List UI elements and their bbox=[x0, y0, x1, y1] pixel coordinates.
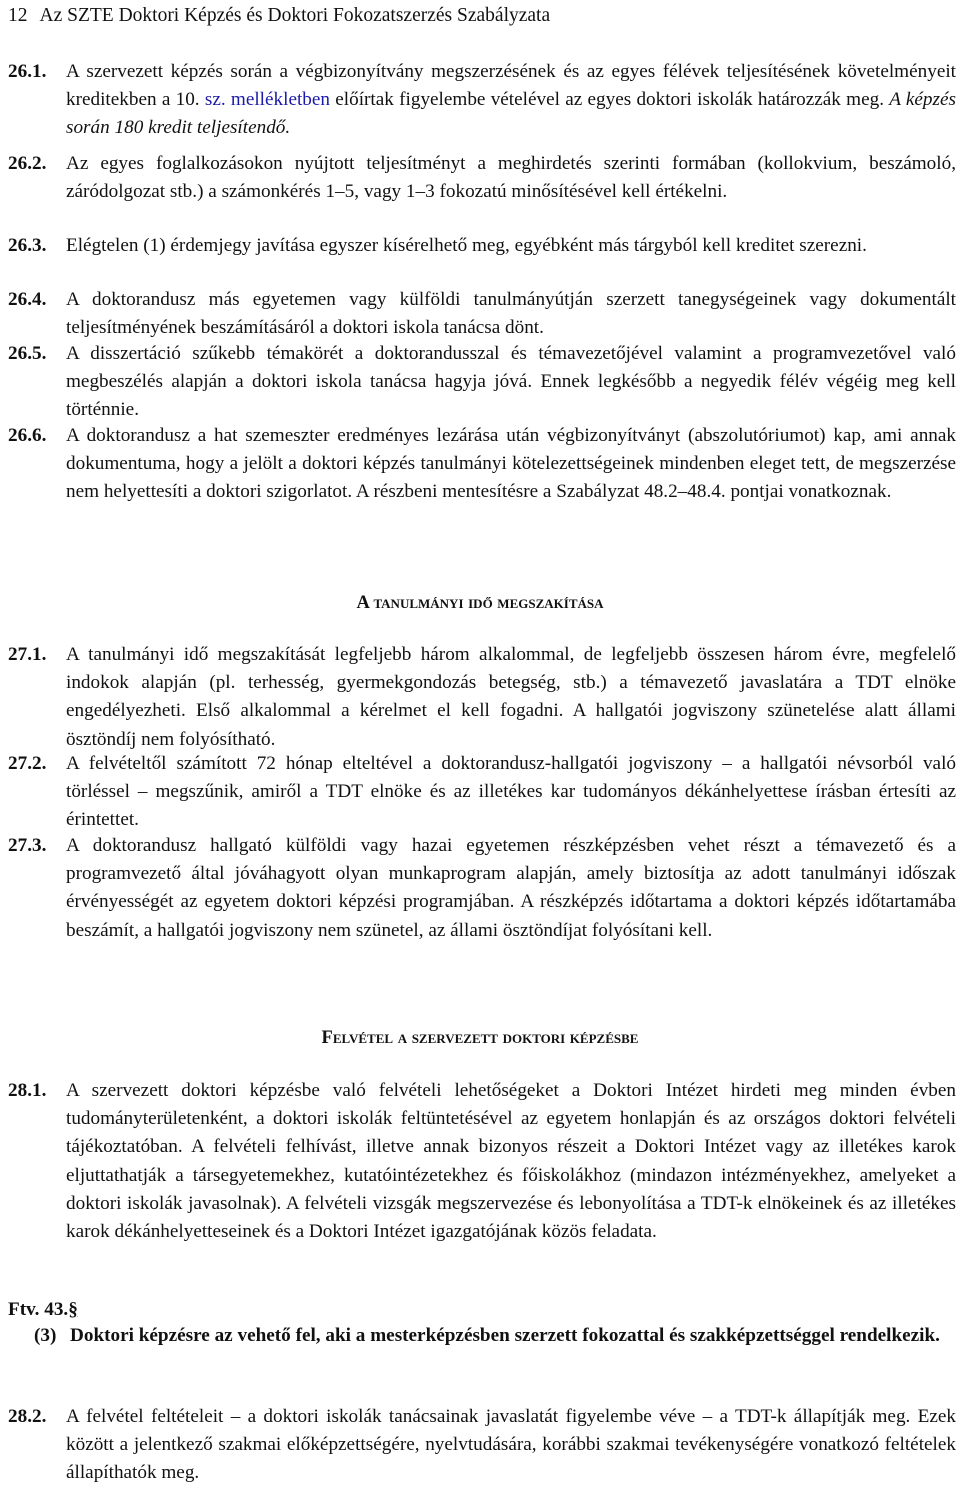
text-segment: A szervezett képzés során a végbizonyítvány megszerzésének és az egyes félévek teljesítésének követelményeit kreditekben a 10. bbox=[66, 61, 956, 111]
paragraph-number: 27.2. bbox=[8, 753, 47, 774]
paragraph-number: 26.3. bbox=[8, 235, 47, 256]
section-heading-admission: Felvétel a szervezett doktori képzésbe bbox=[321, 1028, 639, 1048]
paragraph-26-6 bbox=[8, 422, 956, 507]
clause-text: Doktori képzésre az vehető fel, aki a mesterképzésben szerzett fokozattal és szakképzettséggel rendelkezik. bbox=[70, 1325, 940, 1346]
section-heading-interruption: A tanulmányi idő megszakítása bbox=[356, 593, 604, 613]
paragraph-text: A doktorandusz a hat szemeszter eredményes lezárása után végbizonyítványt (abszolutóriumot) kap, ami annak dokumentuma, hogy a jelölt a doktori képzés tanulmányi kötelezettségeinek mindenben eleget tett, de megszerzése nem helyettesíti a doktori szigorlatot. A részbeni mentesítésre a Szabályzat 48.2–48.4. pontjai vonatkoznak. bbox=[66, 425, 956, 503]
credit-requirement: A képzés során 180 kredit teljesítendő. bbox=[66, 89, 956, 139]
paragraph-26-3 bbox=[8, 232, 956, 260]
clause-number: (3) bbox=[34, 1325, 57, 1346]
paragraph-text: A felvétel feltételeit – a doktori iskolák tanácsainak javaslatát figyelembe véve – a TDT-k állapítják meg. Ezek között a jelentkező szakmai előképzettségére, nyelvtudására, korábbi szakmai tevékenységére vonatkozó feltételek állapíthatók meg. bbox=[66, 1406, 956, 1484]
paragraph-text: A felvételtől számított 72 hónap elteltével a doktorandusz-hallgatói jogviszony – a hallgatói névsorból való törléssel – megszűnik, amiről a TDT elnöke és az illetékes kar tudományos dékánhelyettese írásban értesíti az érintettet. bbox=[66, 753, 956, 831]
paragraph-text: A tanulmányi idő megszakítását legfeljebb három alkalommal, de legfeljebb összesen három évre, megfelelő indokok alapján (pl. terhesség, gyermekgondozás betegség, stb.) a témavezető javaslatára a TDT elnöke engedélyezheti. Első alkalommal a kérelmet el kell fogadni. A hallgatói jogviszony szünetelése alatt állami ösztöndíj nem folyósítható. bbox=[66, 644, 956, 750]
paragraph-27-2 bbox=[8, 750, 956, 835]
paragraph-number: 26.6. bbox=[8, 425, 47, 446]
paragraph-26-5 bbox=[8, 340, 956, 425]
text-segment: előírtak figyelembe vételével az egyes doktori iskolák határozzák meg. bbox=[335, 89, 884, 111]
ftv-reference bbox=[8, 1297, 78, 1323]
paragraph-number: 28.2. bbox=[8, 1406, 47, 1427]
paragraph-number: 26.4. bbox=[8, 289, 47, 310]
paragraph-number: 27.3. bbox=[8, 835, 47, 856]
paragraph-text: A doktorandusz hallgató külföldi vagy hazai egyetemen részképzésben vehet részt a témavezető és a programvezető által jóváhagyott olyan munkaprogram alapján, amely biztosítja az adott tanulmányi időszak érvényességét az egyetem doktori képzési programjában. A részképzés időtartama a doktori képzés időtartamába beszámít, a hallgatói jogviszony nem szünetel, az állami ösztöndíjat folyósítani kell. bbox=[66, 835, 956, 941]
annex-link[interactable]: sz. mellékletben bbox=[204, 89, 330, 111]
paragraph-text bbox=[66, 58, 956, 143]
paragraph-number: 28.1. bbox=[8, 1080, 47, 1101]
paragraph-text: A disszertáció szűkebb témakörét a doktorandusszal és témavezetőjével valamint a programvezetővel való megbeszélés alapján a doktori iskola tanácsa hagyja jóvá. Ennek legkésőbb a negyedik félév végéig meg kell történnie. bbox=[66, 343, 956, 421]
paragraph-27-3 bbox=[8, 832, 956, 945]
paragraph-number: 26.1. bbox=[8, 61, 47, 82]
paragraph-26-1 bbox=[8, 58, 956, 143]
paragraph-27-1 bbox=[8, 641, 956, 754]
document-title: Az SZTE Doktori Képzés és Doktori Fokozatszerzés Szabályzata bbox=[39, 5, 551, 26]
paragraph-number: 26.2. bbox=[8, 153, 47, 174]
page-number: 12 bbox=[8, 5, 28, 26]
quoted-law-clause bbox=[34, 1322, 956, 1351]
ftv-section-sign: § bbox=[68, 1299, 78, 1320]
ftv-label: Ftv. 43. bbox=[8, 1299, 69, 1320]
paragraph-26-4 bbox=[8, 286, 956, 342]
paragraph-28-1 bbox=[8, 1077, 956, 1246]
page-header bbox=[8, 4, 550, 28]
paragraph-26-2 bbox=[8, 150, 956, 206]
paragraph-text: A szervezett doktori képzésbe való felvételi lehetőségeket a Doktori Intézet hirdeti meg minden évben tudományterületenként, a doktori iskolák feltüntetésével az egyetem honlapján és az országos doktori felvételi tájékoztatóban. A felvételi felhívást, illetve annak bizonyos részeit a Doktori Intézet vagy az illetékes karok eljuttathatják a társegyetemekhez, kutatóintézetekhez és főiskolákhoz (mindazon intézményekhez, amelyeket a doktori iskolák javasolnak). A felvételi vizsgák megszervezése és lebonyolítása a TDT-k elnökeinek és az illetékes karok dékánhelyetteseinek és a Doktori Intézet igazgatójának közös feladata. bbox=[66, 1080, 956, 1243]
paragraph-text: Az egyes foglalkozásokon nyújtott teljesítményt a meghirdetés szerinti formában (kollokvium, beszámoló, záródolgozat stb.) a számonkérés 1–5, vagy 1–3 fokozatú minősítésével kell értékelni. bbox=[66, 153, 956, 203]
paragraph-number: 26.5. bbox=[8, 343, 47, 364]
paragraph-number: 27.1. bbox=[8, 644, 47, 665]
paragraph-text: Elégtelen (1) érdemjegy javítása egyszer kísérelhető meg, egyébként más tárgyból kell kreditet szerezni. bbox=[66, 235, 867, 256]
paragraph-28-2 bbox=[8, 1403, 956, 1488]
paragraph-text: A doktorandusz más egyetemen vagy külföldi tanulmányútján szerzett tanegységeinek vagy dokumentált teljesítményének beszámításáról a doktori iskola tanácsa dönt. bbox=[66, 289, 956, 339]
